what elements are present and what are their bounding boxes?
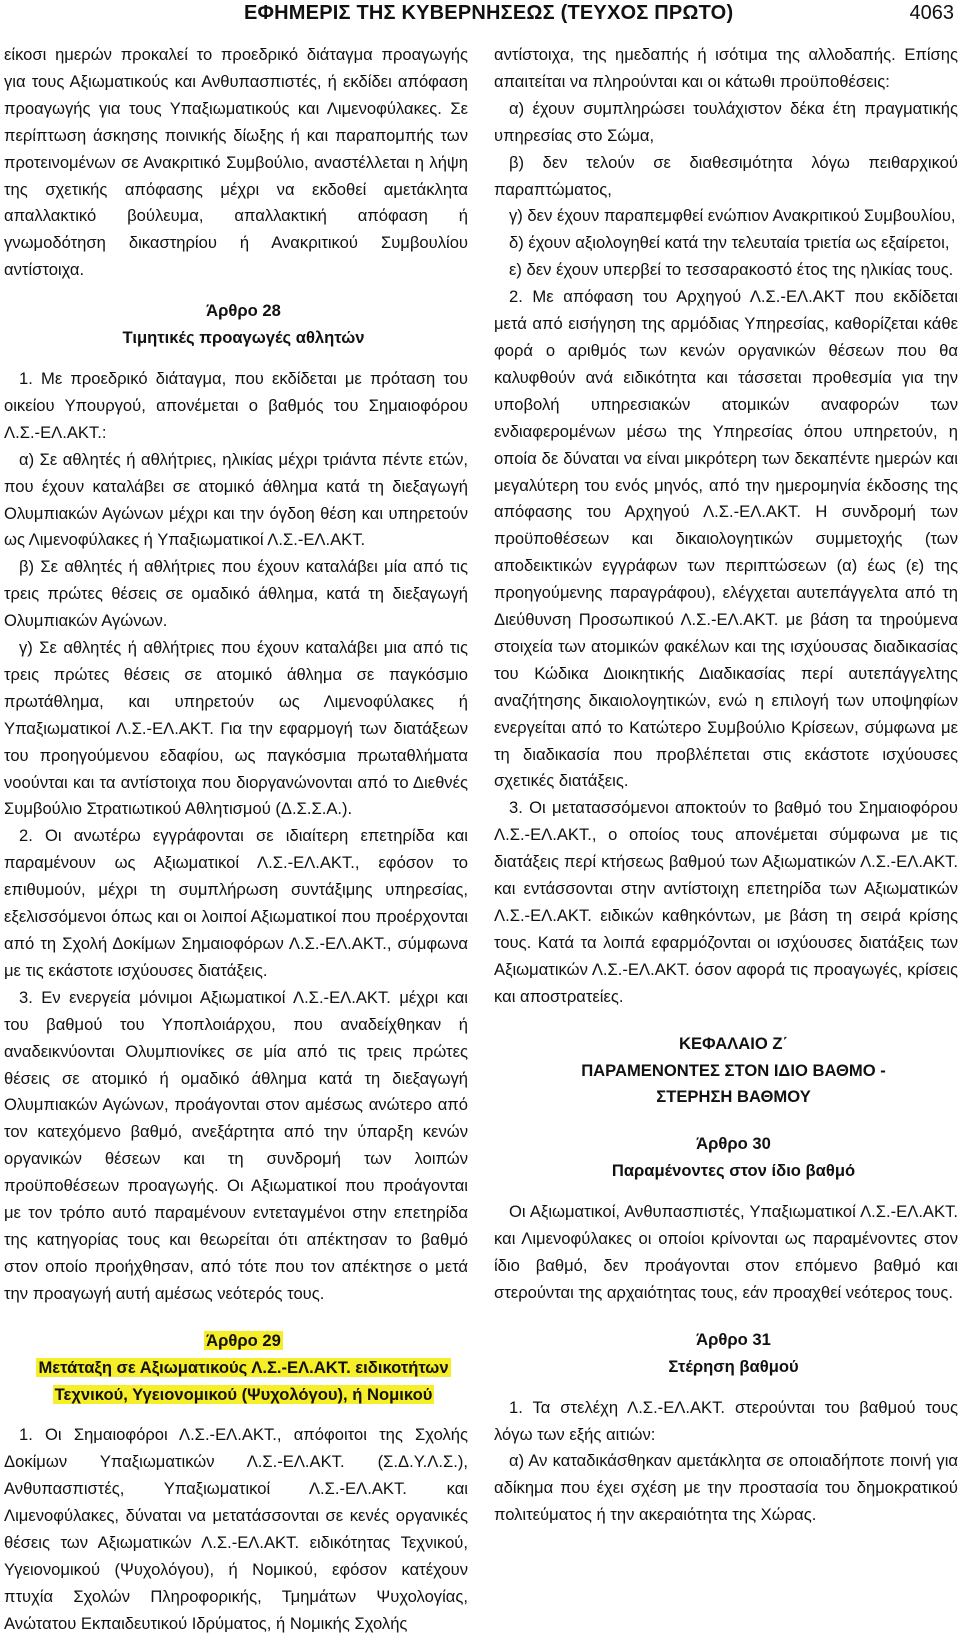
gazette-title: ΕΦΗΜΕΡΙΣ ΤΗΣ ΚΥΒΕΡΝΗΣΕΩΣ (ΤΕΥΧΟΣ ΠΡΩΤΟ) — [244, 2, 734, 24]
list-item: ε) δεν έχουν υπερβεί το τεσσαρακοστό έτος της ηλικίας τους. — [509, 260, 954, 280]
paragraph: 1. Τα στελέχη Λ.Σ.-ΕΛ.ΑΚΤ. στερούνται του βαθμού τους λόγω των εξής αιτιών: — [494, 1397, 958, 1444]
paragraph: αντίστοιχα, της ημεδαπής ή ισότιμα της αλλοδαπής. Επίσης απαιτείται να πληρούνται και οι κάτωθι προϋποθέσεις: — [494, 45, 958, 91]
paragraph: β) Σε αθλητές ή αθλήτριες που έχουν καταλάβει μία από τις τρεις πρώτες θέσεις σε ομαδικό άθλημα, κατά τη διεξαγωγή Ολυμπιακών Αγώνων. — [4, 557, 468, 631]
article-29-title — [4, 1382, 468, 1409]
paragraph: είκοσι ημερών προκαλεί το προεδρικό διάταγμα προαγωγής για τους Αξιωματικούς και Ανθυπασπιστές, ή εκδίδει απόφαση προαγωγής για τους Υπαξιωματικούς και Λιμενοφύλακες. Σε περίπτωση άσκησης ποινικής δίωξης ή και παραπομπής των προτεινομένων σε Ανακριτικό Συμβούλιο, αναστέλλεται η λήψη της σχετικής απόφασης μέχρι να εκδοθεί αμετάκλητα απαλλακτικό βούλευμα, απαλλακτική απόφαση ή γνωμοδότηση δικαστηρίου ή Ανακριτικού Συμβουλίου αντίστοιχα. — [4, 45, 468, 280]
paragraph: 1. Οι Σημαιοφόροι Λ.Σ.-ΕΛ.ΑΚΤ., απόφοιτοι της Σχολής Δοκίμων Υπαξιωματικών Λ.Σ.-ΕΛ.ΑΚΤ. (Σ.Δ.Υ.Λ.Σ.), Ανθυπασπιστές, Υπαξιωματικοί Λ.Σ.-ΕΛ.ΑΚΤ. και Λιμενοφύλακες, δύναται να μετατάσσονται σε κενές οργανικές θέσεις των Αξιωματικών Λ.Σ.-ΕΛ.ΑΚΤ. ειδικότητας Τεχνικού, Υγειονομικού (Ψυχολόγου), ή Νομικού, εφόσον κατέχουν πτυχία Σχολών Πληροφορικής, Τμημάτων Ψυχολογίας, Ανώτατου Εκπαιδευτικού Ιδρύματος, ή Νομικής Σχολής — [4, 1425, 468, 1633]
article-29-number — [4, 1328, 468, 1355]
article-30-number: Άρθρο 30 — [696, 1134, 771, 1154]
paragraph: α) Σε αθλητές ή αθλήτριες, ηλικίας μέχρι τριάντα πέντε ετών, που έχουν καταλάβει σε ατομικό άθλημα κατά τη διεξαγωγή Ολυμπιακών Αγώνων μέχρι και την όγδοη θέση και υπηρετούν ως Λιμενοφύλακες ή Υπαξιωματικοί Λ.Σ.-ΕΛ.ΑΚΤ. — [4, 449, 468, 550]
article-28-title: Τιμητικές προαγωγές αθλητών — [122, 328, 365, 348]
right-column — [494, 42, 958, 1529]
article-31-title: Στέρηση βαθμού — [668, 1356, 799, 1376]
highlighted-text: Τεχνικού, Υγειονομικού (Ψυχολόγου), ή Νομικού — [54, 1384, 433, 1404]
paragraph: 3. Εν ενεργεία μόνιμοι Αξιωματικοί Λ.Σ.-ΕΛ.ΑΚΤ. μέχρι και του βαθμού του Υποπλοιάρχου, που αναδείχθηκαν ή αναδεικνύονται Ολυμπιονίκες σε μία από τις τρεις πρώτες θέσεις σε ατομικό ή ομαδικό άθλημα κατά τη διεξαγωγή Ολυμπιακών Αγώνων, προάγονται στον αμέσως ανώτερο από τον κατεχόμενο βαθμό, ανεξάρτητα από την ύπαρξη κενών οργανικών θέσεων και τη συνδρομή των λοιπών προϋποθέσεων προαγωγής. Οι Αξιωματικοί που προάγονται με τον τρόπο αυτό παραμένουν εντεταγμένοι στην επετηρίδα της κατηγορίας τους και θεωρείται ότι απέκτησαν το βαθμό στον οποίο προήχθησαν, από τότε που τον απέκτησε ο μετά την προαγωγή αυτή αμέσως νεότερός τους. — [4, 987, 468, 1303]
paragraph: Οι Αξιωματικοί, Ανθυπασπιστές, Υπαξιωματικοί Λ.Σ.-ΕΛ.ΑΚΤ. και Λιμενοφύλακες οι οποίοι κρίνονται ως παραμένοντες στον ίδιο βαθμό, δεν προάγονται στον επόμενο βαθμό και στερούνται της αρχαιότητας τους, εάν προαχθεί νεότερος τους. — [494, 1202, 958, 1302]
page-number: 4063 — [909, 2, 954, 24]
paragraph: 2. Με απόφαση του Αρχηγού Λ.Σ.-ΕΛ.ΑΚΤ που εκδίδεται μετά από εισήγηση της αρμόδιας Υπηρεσίας, καθορίζεται κάθε φορά ο αριθμός των κενών οργανικών θέσεων που θα καλυφθούν ανά ειδικότητα και τάσσεται προθεσμία για την υποβολή υπηρεσιακών ατομικών αναφορών των ενδιαφερομένων μέσω της Υπηρεσίας όπου υπηρετούν, η οποία δε δύναται να είναι μικρότερη των δεκαπέντε ημερών και μεγαλύτερη του ενός μηνός, από την ημερομηνία έκδοσης της απόφασης του Αρχηγού Λ.Σ.-ΕΛ.ΑΚΤ. Η συνδρομή των προϋποθέσεων και δικαιολογητικών συμμετοχής (των αποδεικτικών εγγράφων των περιπτώσεων (α) έως (ε) της προηγούμενης παραγράφου), ελέγχεται αυτεπάγγελτα από τη Διεύθυνση Προσωπικού Λ.Σ.-ΕΛ.ΑΚΤ. με βάση τα τηρούμενα στοιχεία των ατομικών φακέλων και της ισχύουσας διαδικασίας του Κώδικα Διοικητικής Διαδικασίας περί αυτεπάγγελτης αναζήτησης δικαιολογητικών, ενώ η επιλογή των υποψηφίων ενεργείται από το Κατώτερο Συμβούλιο Κρίσεων, σύμφωνα με τη διαδικασία που προβλέπεται στις εκάστοτε ισχύουσες σχετικές διατάξεις. — [494, 287, 958, 791]
highlighted-text: Μετάταξη σε Αξιωματικούς Λ.Σ.-ΕΛ.ΑΚΤ. ειδικοτήτων — [38, 1357, 449, 1377]
article-30-title: Παραμένοντες στον ίδιο βαθμό — [611, 1161, 856, 1181]
paragraph: 1. Με προεδρικό διάταγμα, που εκδίδεται με πρόταση του οικείου Υπουργού, απονέμεται ο βαθμός του Σημαιοφόρου Λ.Σ.-ΕΛ.ΑΚΤ.: — [4, 368, 468, 442]
chapter-number: ΚΕΦΑΛΑΙΟ Ζ΄ — [678, 1033, 789, 1053]
paragraph: γ) Σε αθλητές ή αθλήτριες που έχουν καταλάβει μια από τις τρεις πρώτες θέσεις σε ατομικό άθλημα σε παγκόσμιο πρωτάθλημα, και υπηρετούν ως Λιμενοφύλακες ή Υπαξιωματικοί Λ.Σ.-ΕΛ.ΑΚΤ. Για την εφαρμογή των διατάξεων του προηγούμενου εδαφίου, ως παγκόσμια πρωταθλήματα νοούνται και τα αντίστοιχα που διοργανώνονται από το Διεθνές Συμβούλιο Στρατιωτικού Αθλητισμού (Δ.Σ.Σ.Α.). — [4, 638, 468, 819]
chapter-title: ΠΑΡΑΜΕΝΟΝΤΕΣ ΣΤΟΝ ΙΔΙΟ ΒΑΘΜΟ - — [581, 1060, 886, 1080]
paragraph: α) Αν καταδικάσθηκαν αμετάκλητα σε οποιαδήποτε ποινή για αδίκημα που έχει σχέση με την προστασία του δημοκρατικού πολιτεύματος ή την ακεραιότητα της Χώρας. — [494, 1451, 958, 1525]
list-item: γ) δεν έχουν παραπεμφθεί ενώπιον Ανακριτικού Συμβουλίου, — [509, 206, 956, 226]
list-item: α) έχουν συμπληρώσει τουλάχιστον δέκα έτη πραγματικής υπηρεσίας στο Σώμα, — [494, 98, 958, 145]
page-header — [0, 0, 960, 36]
list-item: δ) έχουν αξιολογηθεί κατά την τελευταία τριετία ως εξαίρετοι, — [509, 233, 950, 253]
paragraph: 2. Οι ανωτέρω εγγράφονται σε ιδιαίτερη επετηρίδα και παραμένουν ως Αξιωματικοί Λ.Σ.-ΕΛ.ΑΚΤ., εφόσον το επιθυμούν, μέχρι τη συμπλήρωση συντάξιμης υπηρεσίας, εξελισσόμενοι όπως και οι λοιποί Αξιωματικοί που προέρχονται από τη Σχολή Δοκίμων Σημαιοφόρων Λ.Σ.-ΕΛ.ΑΚΤ., σύμφωνα με τις εκάστοτε ισχύουσες διατάξεις. — [4, 826, 468, 980]
left-column — [4, 42, 468, 1638]
list-item: β) δεν τελούν σε διαθεσιμότητα λόγω πειθαρχικού παραπτώματος, — [494, 152, 958, 199]
paragraph: 3. Οι μετατασσόμενοι αποκτούν το βαθμό του Σημαιοφόρου Λ.Σ.-ΕΛ.ΑΚΤ., ο οποίος τους απονέμεται σύμφωνα με τις διατάξεις περί κτήσεως βαθμού των Αξιωματικών Λ.Σ.-ΕΛ.ΑΚΤ. και εντάσσονται στην αντίστοιχη επετηρίδα των Αξιωματικών Λ.Σ.-ΕΛ.ΑΚΤ. ειδικών καθηκόντων, με βάση τη σειρά κρίσης τους. Κατά τα λοιπά εφαρμόζονται οι ισχύουσες διατάξεις των Αξιωματικών Λ.Σ.-ΕΛ.ΑΚΤ. όσον αφορά τις προαγωγές, κρίσεις και αποστρατείες. — [494, 798, 958, 1006]
article-28-number: Άρθρο 28 — [206, 301, 281, 321]
article-31-number: Άρθρο 31 — [696, 1329, 771, 1349]
highlighted-text: Άρθρο 29 — [206, 1330, 281, 1350]
article-29-title — [4, 1355, 468, 1382]
chapter-title: ΣΤΕΡΗΣΗ ΒΑΘΜΟΥ — [656, 1087, 811, 1107]
